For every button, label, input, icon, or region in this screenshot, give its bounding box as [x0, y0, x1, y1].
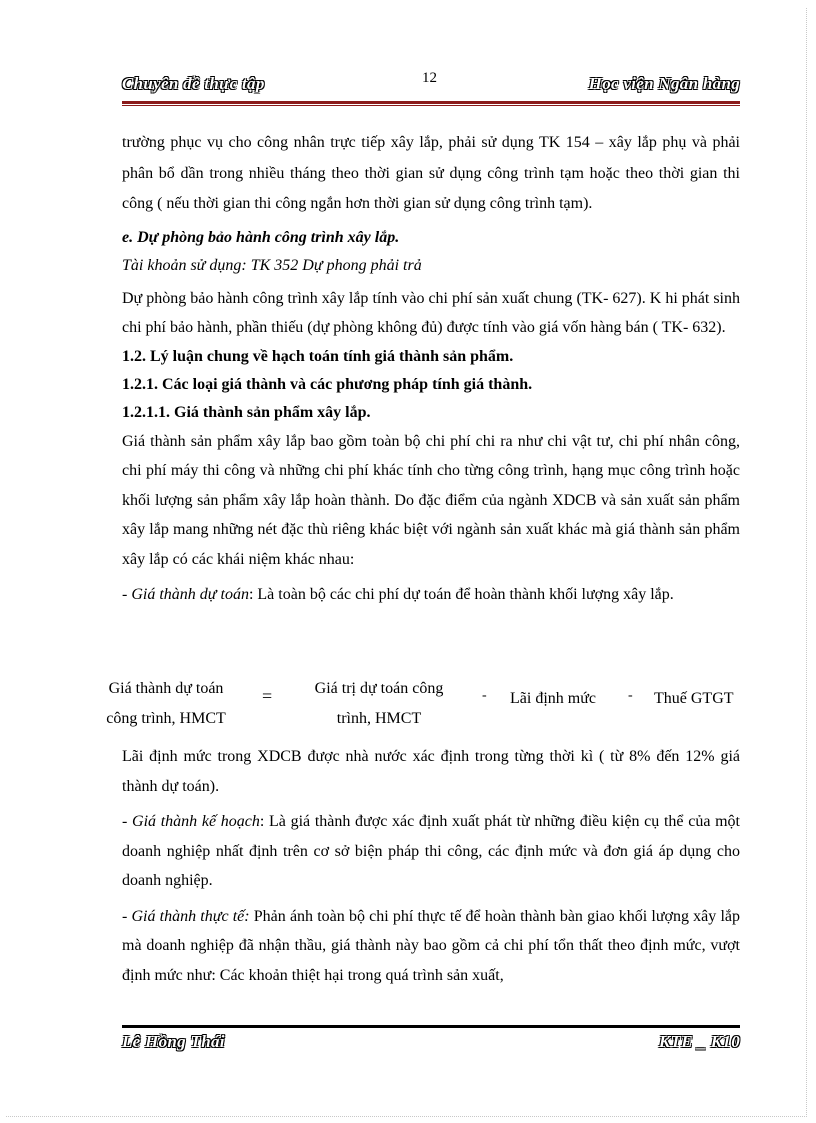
header-rule [122, 101, 740, 104]
paragraph-norm-profit: Lãi định mức trong XDCB được nhà nước xác định trong từng thời kì ( từ 8% đến 12% giá thành dự toán). [122, 748, 740, 795]
page-body-continued [122, 742, 740, 990]
footer-rule [122, 1025, 740, 1028]
formula-term-vat: Thuế GTGT [654, 690, 734, 707]
heading-1-2: 1.2. Lý luận chung về hạch toán tính giá thành sản phẩm. [122, 347, 514, 365]
paragraph-cost-definition: Giá thành sản phẩm xây lắp bao gồm toàn bộ chi phí chi ra như chi vật tư, chi phí nhân công, chi phí máy thi công và những chi phí khác tính cho từng công trình, hạng mục công trình hoặc khối lượng sản phẩm xây lắp hoàn thành. Do đặc điểm của ngành XDCB và sản xuất sản phẩm xây lắp mang những nét đặc thù riêng khác biệt với ngành sản xuất khác mà giá thành sản phẩm xây lắp có các khái niệm khác nhau: [122, 432, 740, 568]
footer-author: Lê Hồng Thái [122, 1032, 225, 1051]
formula-equals: = [262, 686, 273, 706]
term-planned-cost: - Giá thành kế hoạch [122, 813, 260, 830]
paragraph-warranty: Dự phòng bảo hành công trình xây lắp tính vào chi phí sản xuất chung (TK- 627). K hi phát sinh chi phí bảo hành, phần thiếu (dự phòng không đủ) được tính vào giá vốn hàng bán ( TK- 632). [122, 289, 740, 336]
definition-estimated-cost [122, 580, 740, 610]
footer-class-code: KTE _ K10 [658, 1032, 740, 1051]
formula-term1-line2: trình, HMCT [336, 710, 422, 727]
formula-lhs [96, 674, 236, 734]
definition-planned-cost [122, 807, 740, 896]
page-footer [122, 1030, 740, 1056]
term-actual-cost: - Giá thành thực tế: [122, 907, 250, 925]
formula-term1-line1: Giá trị dự toán công [314, 680, 444, 697]
account-used-line: Tài khoản sử dụng: TK 352 Dự phong phải trả [122, 256, 422, 274]
page-header [122, 66, 740, 106]
page-number: 12 [422, 70, 437, 86]
definition-text: Phản ánh toàn bộ chi phí thực tế để hoàn thành bàn giao khối lượng xây lắp mà doanh nghiệp đã nhận thầu, giá thành này bao gồm cả chi phí tổn thất theo định mức, vượt định mức như: Các khoản thiệt hại trong quá trình sản xuất, [122, 907, 740, 984]
definition-text: : Là toàn bộ các chi phí dự toán để hoàn thành khối lượng xây lắp. [248, 586, 674, 603]
heading-warranty-provision: e. Dự phòng bảo hành công trình xây lắp. [122, 228, 400, 246]
header-rule-thin [122, 105, 740, 106]
definition-actual-cost [122, 902, 740, 991]
formula-lhs-line1: Giá thành dự toán [108, 680, 224, 697]
formula-term-norm-profit: Lãi định mức [510, 690, 596, 707]
formula-lhs-line2: công trình, HMCT [106, 710, 226, 727]
formula-term-estimate-value [304, 674, 454, 734]
formula-minus-1: - [482, 688, 487, 703]
page-body [122, 128, 740, 610]
header-title-right: Học viện Ngân hàng [588, 74, 740, 93]
header-title-left: Chuyên đề thực tập [122, 74, 265, 93]
paragraph-temporary-works: trường phục vụ cho công nhân trực tiếp xây lắp, phải sử dụng TK 154 – xây lắp phụ và phải phân bổ dần trong nhiều tháng theo thời gian sử dụng công trình tạm hoặc theo thời gian thi công ( nếu thời gian thi công ngắn hơn thời gian sử dụng công trình tạm). [122, 134, 740, 212]
heading-1-2-1: 1.2.1. Các loại giá thành và các phương pháp tính giá thành. [122, 375, 533, 393]
cost-formula [96, 672, 744, 732]
heading-1-2-1-1: 1.2.1.1. Giá thành sản phẩm xây lắp. [122, 403, 371, 421]
definition-text: : Là giá thành được xác định xuất phát từ những điều kiện cụ thể của một doanh nghiệp nhất định trên cơ sở biện pháp thi công, các định mức và đơn giá áp dụng cho doanh nghiệp. [122, 813, 740, 889]
formula-minus-2: - [628, 688, 633, 703]
term-estimated-cost: - Giá thành dự toán [122, 586, 249, 603]
